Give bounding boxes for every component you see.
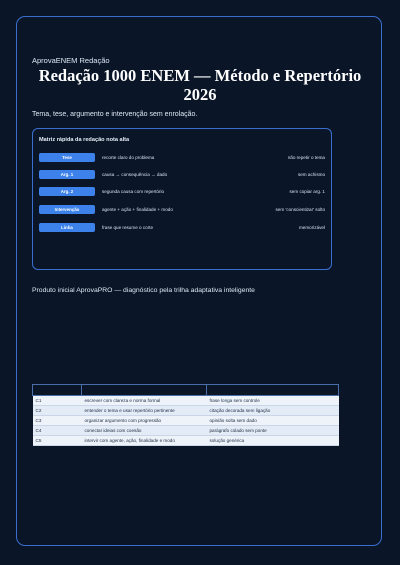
table-header-cell	[207, 385, 339, 396]
table-header-row	[33, 385, 339, 396]
matrix-pill-intervencao: Intervenção	[39, 205, 95, 214]
table-cell: opinião solta sem dado	[207, 416, 339, 426]
matrix-desc: causa → consequência → dado	[102, 172, 168, 177]
matrix-desc: recorte claro do problema	[102, 155, 155, 160]
matrix-pill-arg1: Arg. 1	[39, 170, 95, 179]
matrix-row-linha	[33, 223, 331, 233]
table-row	[33, 416, 339, 426]
matrix-card	[32, 128, 332, 270]
table-cell: solução genérica	[207, 436, 339, 446]
matrix-desc: frase que resume o corte	[102, 225, 154, 230]
matrix-row-arg1	[33, 170, 331, 180]
table-cell: citação decorada sem ligação	[207, 406, 339, 416]
table-cell: C4	[33, 426, 82, 436]
table-header-cell	[82, 385, 207, 396]
table-cell: C5	[33, 436, 82, 446]
competency-table	[32, 384, 339, 446]
matrix-note: sem copiar arg. 1	[289, 189, 325, 194]
matrix-pill-linha: Linha	[39, 223, 95, 232]
table-cell: entender o tema e usar repertório pertinente	[82, 406, 207, 416]
table-cell: conectar ideias com coesão	[82, 426, 207, 436]
matrix-pill-arg2: Arg. 2	[39, 187, 95, 196]
matrix-note: não repetir o tema	[287, 155, 325, 160]
table-row	[33, 406, 339, 416]
table-cell: intervir com agente, ação, finalidade e modo	[82, 436, 207, 446]
table-cell: organizar argumento com progressão	[82, 416, 207, 426]
page-title: Redação 1000 ENEM — Método e Repertório 2026	[38, 66, 362, 104]
matrix-desc: segunda causa com repertório	[102, 189, 165, 194]
table-header-cell	[33, 385, 82, 396]
matrix-desc: agente + ação + finalidade + modo	[102, 207, 173, 212]
table-cell: C2	[33, 406, 82, 416]
table-row	[33, 396, 339, 406]
matrix-note: sem 'conscientizar' solto	[275, 207, 325, 212]
matrix-title: Matriz rápida da redação nota alta	[39, 137, 130, 143]
table-cell: parágrafo colado sem ponte	[207, 426, 339, 436]
brand-label: AprovaENEM Redação	[32, 56, 110, 65]
matrix-note: sem achismo	[297, 172, 325, 177]
matrix-note: memorizável	[298, 225, 325, 230]
matrix-row-arg2	[33, 187, 331, 197]
page-subtitle: Tema, tese, argumento e intervenção sem enrolação.	[32, 111, 198, 118]
table-cell: frase longa sem controle	[207, 396, 339, 406]
matrix-row-tese	[33, 153, 331, 163]
matrix-row-intervencao	[33, 205, 331, 215]
matrix-pill-tese: Tese	[39, 153, 95, 162]
table-row	[33, 426, 339, 436]
table-cell: C1	[33, 396, 82, 406]
table-row	[33, 436, 339, 446]
table-cell: escrever com clareza e norma formal	[82, 396, 207, 406]
table-cell: C3	[33, 416, 82, 426]
product-line: Produto inicial AprovaPRO — diagnóstico pela trilha adaptativa inteligente	[32, 287, 255, 294]
